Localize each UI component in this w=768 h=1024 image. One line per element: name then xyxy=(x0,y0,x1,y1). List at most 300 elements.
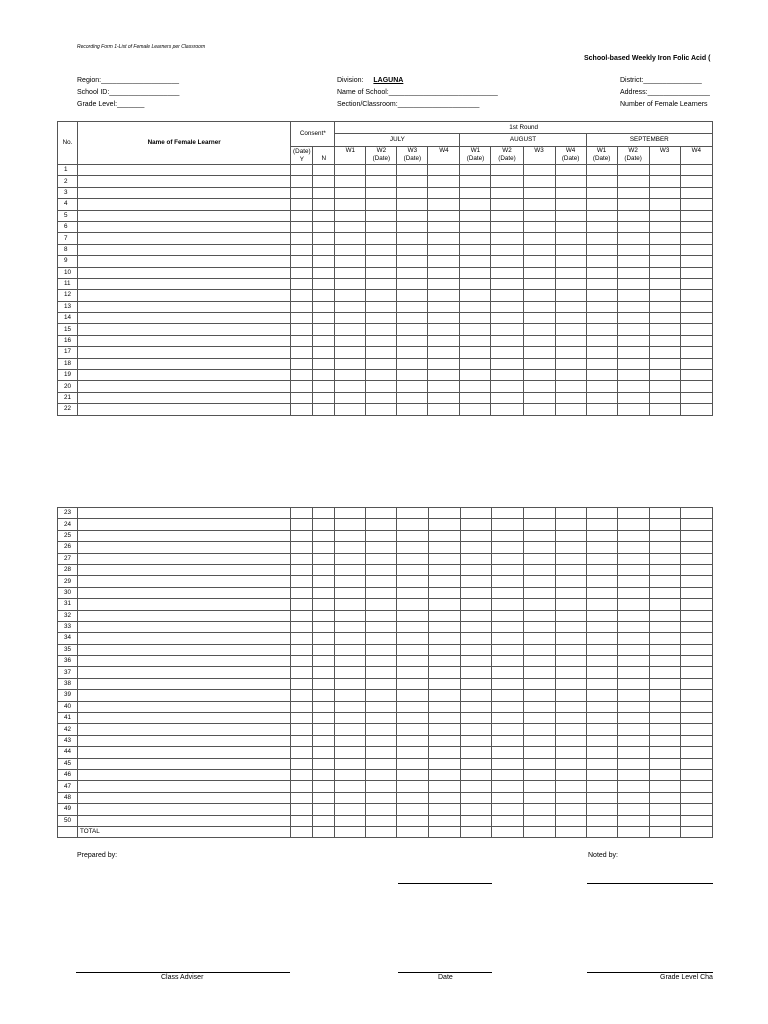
record-cell[interactable] xyxy=(617,370,649,381)
learner-name-cell[interactable] xyxy=(78,358,291,369)
record-cell[interactable] xyxy=(555,724,586,735)
record-cell[interactable] xyxy=(555,256,586,267)
record-cell[interactable] xyxy=(491,335,523,346)
record-cell[interactable] xyxy=(460,792,491,803)
learner-name-cell[interactable] xyxy=(78,804,291,815)
record-cell[interactable] xyxy=(397,290,428,301)
record-cell[interactable] xyxy=(555,633,586,644)
learner-name-cell[interactable] xyxy=(78,233,291,244)
record-cell[interactable] xyxy=(366,678,397,689)
record-cell[interactable] xyxy=(617,301,649,312)
record-cell[interactable] xyxy=(680,301,712,312)
record-cell[interactable] xyxy=(586,392,617,403)
record-cell[interactable] xyxy=(291,542,313,553)
record-cell[interactable] xyxy=(555,358,586,369)
record-cell[interactable] xyxy=(460,278,491,289)
record-cell[interactable] xyxy=(460,815,491,826)
record-cell[interactable] xyxy=(491,370,523,381)
record-cell[interactable] xyxy=(523,370,555,381)
record-cell[interactable] xyxy=(291,747,313,758)
learner-name-cell[interactable] xyxy=(78,815,291,826)
record-cell[interactable] xyxy=(555,187,586,198)
record-cell[interactable] xyxy=(397,176,428,187)
record-cell[interactable] xyxy=(586,519,617,530)
record-cell[interactable] xyxy=(397,735,428,746)
record-cell[interactable] xyxy=(335,769,366,780)
learner-name-cell[interactable] xyxy=(78,221,291,232)
record-cell[interactable] xyxy=(313,587,335,598)
record-cell[interactable] xyxy=(617,187,649,198)
learner-name-cell[interactable] xyxy=(78,404,291,415)
record-cell[interactable] xyxy=(555,599,586,610)
record-cell[interactable] xyxy=(291,278,313,289)
address-field[interactable]: Address:________________ xyxy=(620,89,710,96)
record-cell[interactable] xyxy=(586,278,617,289)
record-cell[interactable] xyxy=(680,724,712,735)
record-cell[interactable] xyxy=(649,210,680,221)
record-cell[interactable] xyxy=(460,290,491,301)
record-cell[interactable] xyxy=(555,678,586,689)
record-cell[interactable] xyxy=(523,599,555,610)
record-cell[interactable] xyxy=(491,735,523,746)
record-cell[interactable] xyxy=(617,221,649,232)
record-cell[interactable] xyxy=(649,644,680,655)
record-cell[interactable] xyxy=(313,404,335,415)
record-cell[interactable] xyxy=(523,244,555,255)
learner-name-cell[interactable] xyxy=(78,256,291,267)
record-cell[interactable] xyxy=(491,210,523,221)
record-cell[interactable] xyxy=(523,610,555,621)
record-cell[interactable] xyxy=(491,758,523,769)
record-cell[interactable] xyxy=(397,221,428,232)
record-cell[interactable] xyxy=(460,335,491,346)
record-cell[interactable] xyxy=(555,530,586,541)
record-cell[interactable] xyxy=(313,713,335,724)
record-cell[interactable] xyxy=(555,656,586,667)
record-cell[interactable] xyxy=(649,335,680,346)
record-cell[interactable] xyxy=(555,324,586,335)
record-cell[interactable] xyxy=(313,256,335,267)
record-cell[interactable] xyxy=(555,621,586,632)
record-cell[interactable] xyxy=(428,335,460,346)
record-cell[interactable] xyxy=(523,815,555,826)
record-cell[interactable] xyxy=(649,587,680,598)
record-cell[interactable] xyxy=(291,210,313,221)
record-cell[interactable] xyxy=(523,701,555,712)
record-cell[interactable] xyxy=(555,335,586,346)
record-cell[interactable] xyxy=(460,781,491,792)
record-cell[interactable] xyxy=(523,644,555,655)
record-cell[interactable] xyxy=(428,278,460,289)
record-cell[interactable] xyxy=(523,667,555,678)
record-cell[interactable] xyxy=(680,221,712,232)
record-cell[interactable] xyxy=(680,210,712,221)
record-cell[interactable] xyxy=(586,210,617,221)
record-cell[interactable] xyxy=(313,747,335,758)
record-cell[interactable] xyxy=(586,656,617,667)
record-cell[interactable] xyxy=(397,815,428,826)
record-cell[interactable] xyxy=(366,724,397,735)
record-cell[interactable] xyxy=(491,792,523,803)
record-cell[interactable] xyxy=(335,233,366,244)
record-cell[interactable] xyxy=(460,233,491,244)
record-cell[interactable] xyxy=(291,792,313,803)
record-cell[interactable] xyxy=(313,553,335,564)
record-cell[interactable] xyxy=(586,176,617,187)
record-cell[interactable] xyxy=(680,267,712,278)
record-cell[interactable] xyxy=(366,690,397,701)
record-cell[interactable] xyxy=(555,701,586,712)
record-cell[interactable] xyxy=(680,621,712,632)
record-cell[interactable] xyxy=(680,656,712,667)
learner-name-cell[interactable] xyxy=(78,792,291,803)
record-cell[interactable] xyxy=(313,656,335,667)
record-cell[interactable] xyxy=(366,313,397,324)
record-cell[interactable] xyxy=(335,747,366,758)
record-cell[interactable] xyxy=(428,165,460,176)
record-cell[interactable] xyxy=(313,678,335,689)
record-cell[interactable] xyxy=(555,713,586,724)
record-cell[interactable] xyxy=(428,713,460,724)
record-cell[interactable] xyxy=(397,633,428,644)
record-cell[interactable] xyxy=(291,678,313,689)
record-cell[interactable] xyxy=(460,656,491,667)
record-cell[interactable] xyxy=(460,633,491,644)
record-cell[interactable] xyxy=(291,781,313,792)
record-cell[interactable] xyxy=(335,724,366,735)
record-cell[interactable] xyxy=(491,576,523,587)
record-cell[interactable] xyxy=(291,701,313,712)
record-cell[interactable] xyxy=(397,713,428,724)
record-cell[interactable] xyxy=(291,599,313,610)
record-cell[interactable] xyxy=(523,564,555,575)
record-cell[interactable] xyxy=(649,392,680,403)
learner-name-cell[interactable] xyxy=(78,290,291,301)
record-cell[interactable] xyxy=(428,358,460,369)
record-cell[interactable] xyxy=(335,165,366,176)
record-cell[interactable] xyxy=(460,508,491,519)
record-cell[interactable] xyxy=(555,290,586,301)
record-cell[interactable] xyxy=(335,713,366,724)
record-cell[interactable] xyxy=(617,804,649,815)
record-cell[interactable] xyxy=(397,553,428,564)
record-cell[interactable] xyxy=(313,210,335,221)
total-cell[interactable] xyxy=(523,826,555,837)
record-cell[interactable] xyxy=(335,804,366,815)
record-cell[interactable] xyxy=(680,199,712,210)
learner-name-cell[interactable] xyxy=(78,370,291,381)
record-cell[interactable] xyxy=(617,599,649,610)
record-cell[interactable] xyxy=(491,530,523,541)
record-cell[interactable] xyxy=(291,370,313,381)
record-cell[interactable] xyxy=(460,199,491,210)
record-cell[interactable] xyxy=(586,370,617,381)
record-cell[interactable] xyxy=(617,564,649,575)
record-cell[interactable] xyxy=(680,815,712,826)
record-cell[interactable] xyxy=(397,519,428,530)
record-cell[interactable] xyxy=(428,633,460,644)
record-cell[interactable] xyxy=(649,256,680,267)
record-cell[interactable] xyxy=(617,678,649,689)
record-cell[interactable] xyxy=(291,313,313,324)
record-cell[interactable] xyxy=(617,633,649,644)
record-cell[interactable] xyxy=(335,347,366,358)
record-cell[interactable] xyxy=(586,530,617,541)
record-cell[interactable] xyxy=(397,381,428,392)
record-cell[interactable] xyxy=(313,564,335,575)
record-cell[interactable] xyxy=(680,553,712,564)
record-cell[interactable] xyxy=(649,576,680,587)
record-cell[interactable] xyxy=(586,508,617,519)
record-cell[interactable] xyxy=(460,187,491,198)
record-cell[interactable] xyxy=(366,713,397,724)
record-cell[interactable] xyxy=(586,404,617,415)
record-cell[interactable] xyxy=(428,530,460,541)
record-cell[interactable] xyxy=(523,347,555,358)
record-cell[interactable] xyxy=(397,644,428,655)
record-cell[interactable] xyxy=(397,210,428,221)
record-cell[interactable] xyxy=(523,324,555,335)
record-cell[interactable] xyxy=(649,358,680,369)
record-cell[interactable] xyxy=(586,381,617,392)
record-cell[interactable] xyxy=(491,301,523,312)
record-cell[interactable] xyxy=(555,564,586,575)
record-cell[interactable] xyxy=(366,347,397,358)
record-cell[interactable] xyxy=(397,758,428,769)
record-cell[interactable] xyxy=(523,747,555,758)
record-cell[interactable] xyxy=(428,370,460,381)
record-cell[interactable] xyxy=(649,781,680,792)
record-cell[interactable] xyxy=(523,290,555,301)
record-cell[interactable] xyxy=(523,530,555,541)
record-cell[interactable] xyxy=(491,256,523,267)
record-cell[interactable] xyxy=(291,165,313,176)
record-cell[interactable] xyxy=(460,519,491,530)
record-cell[interactable] xyxy=(291,667,313,678)
record-cell[interactable] xyxy=(523,621,555,632)
record-cell[interactable] xyxy=(428,313,460,324)
record-cell[interactable] xyxy=(335,633,366,644)
record-cell[interactable] xyxy=(291,392,313,403)
record-cell[interactable] xyxy=(586,690,617,701)
record-cell[interactable] xyxy=(460,358,491,369)
total-cell[interactable] xyxy=(555,826,586,837)
learner-name-cell[interactable] xyxy=(78,313,291,324)
record-cell[interactable] xyxy=(313,530,335,541)
record-cell[interactable] xyxy=(523,335,555,346)
record-cell[interactable] xyxy=(491,221,523,232)
record-cell[interactable] xyxy=(313,576,335,587)
record-cell[interactable] xyxy=(397,508,428,519)
record-cell[interactable] xyxy=(460,244,491,255)
record-cell[interactable] xyxy=(335,644,366,655)
record-cell[interactable] xyxy=(335,267,366,278)
record-cell[interactable] xyxy=(617,381,649,392)
record-cell[interactable] xyxy=(617,267,649,278)
record-cell[interactable] xyxy=(523,278,555,289)
record-cell[interactable] xyxy=(397,610,428,621)
record-cell[interactable] xyxy=(366,656,397,667)
record-cell[interactable] xyxy=(291,769,313,780)
record-cell[interactable] xyxy=(555,644,586,655)
record-cell[interactable] xyxy=(680,587,712,598)
record-cell[interactable] xyxy=(523,187,555,198)
record-cell[interactable] xyxy=(491,587,523,598)
learner-name-cell[interactable] xyxy=(78,335,291,346)
total-cell[interactable] xyxy=(366,826,397,837)
record-cell[interactable] xyxy=(313,758,335,769)
record-cell[interactable] xyxy=(491,542,523,553)
record-cell[interactable] xyxy=(555,508,586,519)
record-cell[interactable] xyxy=(313,804,335,815)
record-cell[interactable] xyxy=(649,233,680,244)
record-cell[interactable] xyxy=(397,599,428,610)
record-cell[interactable] xyxy=(460,724,491,735)
record-cell[interactable] xyxy=(680,804,712,815)
record-cell[interactable] xyxy=(649,815,680,826)
record-cell[interactable] xyxy=(617,347,649,358)
record-cell[interactable] xyxy=(523,735,555,746)
record-cell[interactable] xyxy=(586,735,617,746)
record-cell[interactable] xyxy=(313,301,335,312)
record-cell[interactable] xyxy=(680,678,712,689)
record-cell[interactable] xyxy=(428,621,460,632)
record-cell[interactable] xyxy=(335,301,366,312)
record-cell[interactable] xyxy=(460,587,491,598)
record-cell[interactable] xyxy=(586,358,617,369)
record-cell[interactable] xyxy=(617,576,649,587)
record-cell[interactable] xyxy=(491,804,523,815)
record-cell[interactable] xyxy=(366,621,397,632)
record-cell[interactable] xyxy=(491,713,523,724)
total-cell[interactable] xyxy=(460,826,491,837)
learner-name-cell[interactable] xyxy=(78,701,291,712)
record-cell[interactable] xyxy=(291,221,313,232)
record-cell[interactable] xyxy=(460,804,491,815)
record-cell[interactable] xyxy=(335,610,366,621)
record-cell[interactable] xyxy=(460,621,491,632)
record-cell[interactable] xyxy=(291,576,313,587)
record-cell[interactable] xyxy=(397,747,428,758)
record-cell[interactable] xyxy=(397,667,428,678)
record-cell[interactable] xyxy=(397,576,428,587)
record-cell[interactable] xyxy=(680,599,712,610)
record-cell[interactable] xyxy=(617,358,649,369)
record-cell[interactable] xyxy=(397,769,428,780)
record-cell[interactable] xyxy=(680,576,712,587)
record-cell[interactable] xyxy=(491,176,523,187)
record-cell[interactable] xyxy=(491,278,523,289)
learner-name-cell[interactable] xyxy=(78,724,291,735)
record-cell[interactable] xyxy=(523,381,555,392)
record-cell[interactable] xyxy=(366,644,397,655)
record-cell[interactable] xyxy=(366,564,397,575)
record-cell[interactable] xyxy=(428,221,460,232)
record-cell[interactable] xyxy=(680,610,712,621)
record-cell[interactable] xyxy=(680,758,712,769)
record-cell[interactable] xyxy=(313,599,335,610)
record-cell[interactable] xyxy=(291,519,313,530)
record-cell[interactable] xyxy=(680,165,712,176)
record-cell[interactable] xyxy=(649,701,680,712)
record-cell[interactable] xyxy=(366,576,397,587)
record-cell[interactable] xyxy=(366,519,397,530)
record-cell[interactable] xyxy=(491,667,523,678)
learner-name-cell[interactable] xyxy=(78,324,291,335)
record-cell[interactable] xyxy=(428,701,460,712)
record-cell[interactable] xyxy=(397,199,428,210)
record-cell[interactable] xyxy=(491,267,523,278)
num-female-field[interactable]: Number of Female Learners xyxy=(620,101,708,108)
school-id-field[interactable]: School ID:__________________ xyxy=(77,89,180,96)
section-field[interactable]: Section/Classroom:_____________________ xyxy=(337,101,480,108)
learner-name-cell[interactable] xyxy=(78,542,291,553)
learner-name-cell[interactable] xyxy=(78,758,291,769)
record-cell[interactable] xyxy=(649,301,680,312)
record-cell[interactable] xyxy=(586,301,617,312)
record-cell[interactable] xyxy=(460,392,491,403)
record-cell[interactable] xyxy=(460,530,491,541)
record-cell[interactable] xyxy=(291,530,313,541)
record-cell[interactable] xyxy=(366,792,397,803)
record-cell[interactable] xyxy=(460,690,491,701)
record-cell[interactable] xyxy=(460,553,491,564)
record-cell[interactable] xyxy=(586,644,617,655)
record-cell[interactable] xyxy=(649,564,680,575)
record-cell[interactable] xyxy=(291,656,313,667)
record-cell[interactable] xyxy=(397,542,428,553)
record-cell[interactable] xyxy=(335,381,366,392)
record-cell[interactable] xyxy=(555,244,586,255)
record-cell[interactable] xyxy=(460,210,491,221)
record-cell[interactable] xyxy=(366,324,397,335)
total-cell[interactable] xyxy=(428,826,460,837)
record-cell[interactable] xyxy=(366,781,397,792)
record-cell[interactable] xyxy=(460,404,491,415)
record-cell[interactable] xyxy=(617,233,649,244)
record-cell[interactable] xyxy=(460,381,491,392)
record-cell[interactable] xyxy=(680,781,712,792)
region-field[interactable]: Region:____________________ xyxy=(77,77,179,84)
record-cell[interactable] xyxy=(397,690,428,701)
record-cell[interactable] xyxy=(397,724,428,735)
record-cell[interactable] xyxy=(617,758,649,769)
record-cell[interactable] xyxy=(523,404,555,415)
record-cell[interactable] xyxy=(335,358,366,369)
record-cell[interactable] xyxy=(617,735,649,746)
record-cell[interactable] xyxy=(428,392,460,403)
record-cell[interactable] xyxy=(460,542,491,553)
record-cell[interactable] xyxy=(491,165,523,176)
record-cell[interactable] xyxy=(313,508,335,519)
record-cell[interactable] xyxy=(335,781,366,792)
learner-name-cell[interactable] xyxy=(78,176,291,187)
record-cell[interactable] xyxy=(680,278,712,289)
learner-name-cell[interactable] xyxy=(78,301,291,312)
record-cell[interactable] xyxy=(428,792,460,803)
record-cell[interactable] xyxy=(366,233,397,244)
record-cell[interactable] xyxy=(428,758,460,769)
record-cell[interactable] xyxy=(586,701,617,712)
total-cell[interactable] xyxy=(491,826,523,837)
record-cell[interactable] xyxy=(491,290,523,301)
record-cell[interactable] xyxy=(680,404,712,415)
record-cell[interactable] xyxy=(617,210,649,221)
record-cell[interactable] xyxy=(460,769,491,780)
learner-name-cell[interactable] xyxy=(78,678,291,689)
record-cell[interactable] xyxy=(491,508,523,519)
record-cell[interactable] xyxy=(335,404,366,415)
